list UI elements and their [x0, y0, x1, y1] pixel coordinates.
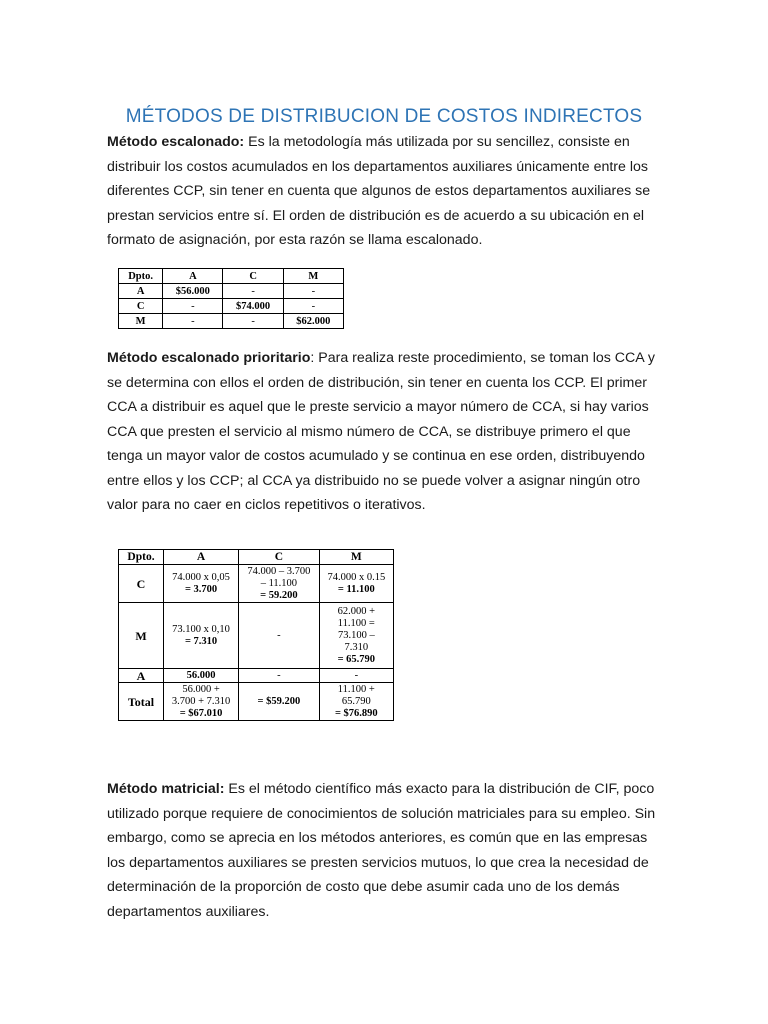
- row-label: A: [119, 284, 163, 299]
- cell-line: 74.000 – 3.700: [247, 565, 311, 577]
- cell-line: 11.100 =: [337, 617, 375, 629]
- table-cell: -: [163, 314, 223, 329]
- table-row: [119, 565, 394, 603]
- table-row: [119, 314, 344, 329]
- header-cell: M: [283, 269, 343, 284]
- table-cell: [319, 603, 393, 669]
- cell-line: 73.100 x 0,10: [172, 623, 230, 635]
- cell-line: 74.000 x 0.15: [327, 571, 386, 583]
- table-row: [119, 299, 344, 314]
- cell-line: = $76.890: [334, 707, 378, 719]
- row-label: C: [119, 565, 164, 603]
- section-label: Método matricial:: [107, 781, 225, 797]
- table-escalonado-prioritario: [118, 549, 394, 721]
- cell-line: 11.100 +: [337, 683, 375, 695]
- header-cell: C: [223, 269, 283, 284]
- row-label: Total: [119, 683, 164, 721]
- header-cell: A: [163, 269, 223, 284]
- header-cell: C: [239, 550, 320, 565]
- section-label: Método escalonado:: [107, 134, 245, 150]
- row-label: C: [119, 299, 163, 314]
- header-cell: Dpto.: [119, 550, 164, 565]
- table-cell: [239, 565, 320, 603]
- table-cell: -: [223, 314, 283, 329]
- table-cell: $56.000: [163, 284, 223, 299]
- paragraph-escalonado-prioritario: [107, 346, 667, 518]
- table-cell: -: [163, 299, 223, 314]
- cell-line: 73.100 –: [337, 629, 375, 641]
- table-cell: [164, 683, 239, 721]
- table-row: [119, 683, 394, 721]
- cell-line: = 59.200: [260, 589, 298, 601]
- paragraph-metodo-matricial: [107, 777, 667, 924]
- table-cell: -: [283, 299, 343, 314]
- cell-line: = 7.310: [184, 635, 218, 647]
- header-cell: M: [319, 550, 393, 565]
- row-label: M: [119, 603, 164, 669]
- cell-line: 7.310: [344, 641, 369, 653]
- table-row: [119, 284, 344, 299]
- cell-line: = $67.010: [179, 707, 223, 719]
- paragraph-text: Es la metodología más utilizada por su sencillez, consiste en distribuir los costos acumulados en los departamentos auxiliares únicamente entre los diferentes CCP, sin tener en cuenta que algunos de estos departamentos auxiliares se prestan servicios entre sí. El orden de distribución es de acuerdo a su ubicación en el formato de asignación, por esta razón se llama escalonado.: [107, 134, 651, 248]
- cell-line: 56.000 +: [182, 683, 220, 695]
- table-cell: = $59.200: [239, 683, 320, 721]
- table-cell: [319, 565, 393, 603]
- paragraph-text: : Para realiza reste procedimiento, se toman los CCA y se determina con ellos el orden de distribución, sin tener en cuenta los CCP. El primer CCA a distribuir es aquel que le preste servicio a mayor número de CCA, si hay varios CCA que presten el servicio al mismo número de CCA, se distribuye primero el que tenga un mayor valor de costos acumulado y se continua en ese orden, distribuyendo entre ellos y los CCP; al CCA ya distribuido no se puede volver a asignar ningún otro valor para no caer en ciclos repetitivos o iterativos.: [107, 350, 655, 513]
- table-cell: [164, 603, 239, 669]
- row-label: A: [119, 669, 164, 683]
- table-row: [119, 669, 394, 683]
- section-label: Método escalonado prioritario: [107, 350, 311, 366]
- row-label: M: [119, 314, 163, 329]
- table-row: [119, 603, 394, 669]
- cell-line: = 11.100: [337, 583, 375, 595]
- table-escalonado: [118, 268, 344, 329]
- header-cell: A: [164, 550, 239, 565]
- table-header-row: [119, 269, 344, 284]
- paragraph-text: Es el método científico más exacto para la distribución de CIF, poco utilizado porque requiere de conocimientos de solución matriciales para su empleo. Sin embargo, como se aprecia en los métodos anteriores, es común que en las empresas los departamentos auxiliares se presten servicios mutuos, lo que crea la necesidad de determinación de la proporción de costo que debe asumir cada uno de los demás departamentos auxiliares.: [107, 781, 656, 920]
- table-header-row: [119, 550, 394, 565]
- table-cell: -: [239, 603, 320, 669]
- page-title: MÉTODOS DE DISTRIBUCION DE COSTOS INDIRECTOS: [125, 106, 643, 127]
- table-cell: $62.000: [283, 314, 343, 329]
- paragraph-metodo-escalonado: [107, 130, 667, 253]
- table-cell: 56.000: [164, 669, 239, 683]
- table-cell: -: [223, 284, 283, 299]
- table-cell: $74.000: [223, 299, 283, 314]
- table-cell: [164, 565, 239, 603]
- table-cell: -: [283, 284, 343, 299]
- cell-line: = 65.790: [337, 653, 376, 665]
- cell-line: = 3.700: [184, 583, 218, 595]
- header-cell: Dpto.: [119, 269, 163, 284]
- cell-line: 3.700 + 7.310: [171, 695, 231, 707]
- table-cell: [319, 683, 393, 721]
- table-cell: -: [239, 669, 320, 683]
- cell-line: – 11.100: [260, 577, 298, 589]
- cell-line: 74.000 x 0,05: [172, 571, 230, 583]
- cell-line: 65.790: [341, 695, 371, 707]
- table-cell: -: [319, 669, 393, 683]
- cell-line: 62.000 +: [337, 605, 376, 617]
